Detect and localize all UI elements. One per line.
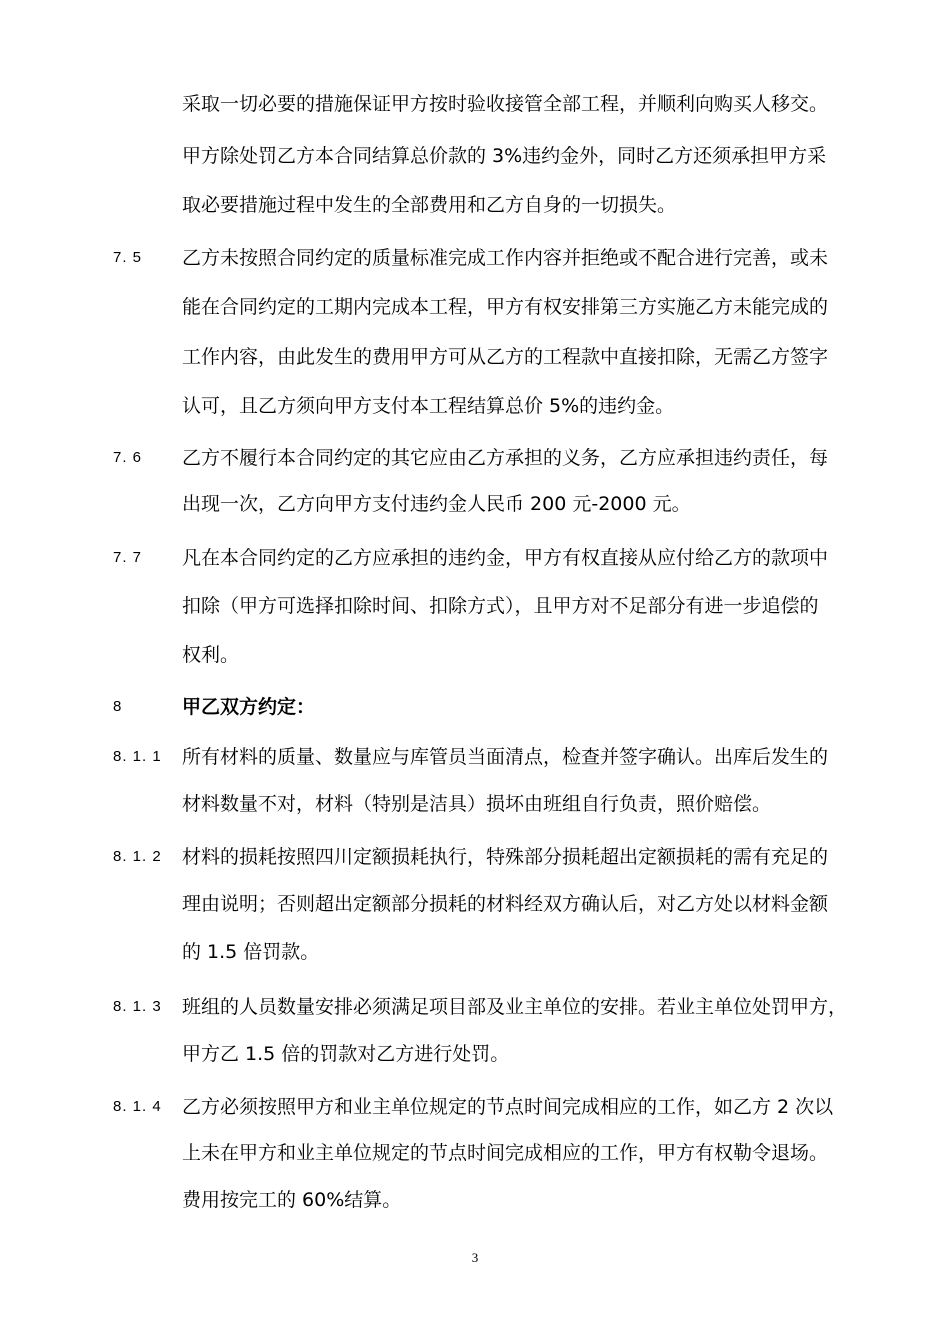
- text-line: 权利。: [182, 644, 240, 666]
- clause-number: 8. 1. 4: [113, 1098, 162, 1115]
- clause-number: 8. 1. 3: [113, 998, 162, 1015]
- text-line: 乙方不履行本合同约定的其它应由乙方承担的义务，乙方应承担违约责任，每: [182, 447, 829, 469]
- text-line: 扣除（甲方可选择扣除时间、扣除方式），且甲方对不足部分有进一步追偿的: [182, 595, 819, 617]
- text-line: 所有材料的质量、数量应与库管员当面清点，检查并签字确认。出库后发生的: [182, 746, 829, 768]
- clause-number: 7. 5: [113, 249, 143, 266]
- section-heading: 甲乙双方约定：: [182, 696, 316, 718]
- text-line: 能在合同约定的工期内完成本工程，甲方有权安排第三方实施乙方未能完成的: [182, 296, 829, 318]
- text-line: 出现一次，乙方向甲方支付违约金人民币 200 元-2000 元。: [182, 493, 691, 515]
- text-line: 甲方乙 1.5 倍的罚款对乙方进行处罚。: [182, 1043, 510, 1065]
- clause-number: 7. 7: [113, 549, 143, 566]
- clause-number: 7. 6: [113, 449, 143, 466]
- text-line: 乙方未按照合同约定的质量标准完成工作内容并拒绝或不配合进行完善，或未: [182, 247, 829, 269]
- text-line: 的 1.5 倍罚款。: [182, 941, 320, 963]
- text-line: 取必要措施过程中发生的全部费用和乙方自身的一切损失。: [182, 194, 677, 216]
- text-line: 采取一切必要的措施保证甲方按时验收接管全部工程，并顺利向购买人移交。: [182, 93, 829, 115]
- text-line: 乙方必须按照甲方和业主单位规定的节点时间完成相应的工作，如乙方 2 次以: [182, 1096, 834, 1118]
- text-line: 班组的人员数量安排必须满足项目部及业主单位的安排。若业主单位处罚甲方，: [182, 996, 848, 1018]
- text-line: 理由说明；否则超出定额部分损耗的材料经双方确认后，对乙方处以材料金额: [182, 893, 829, 915]
- text-line: 认可，且乙方须向甲方支付本工程结算总价 5%的违约金。: [182, 395, 675, 417]
- text-line: 材料数量不对，材料（特别是洁具）损坏由班组自行负责，照价赔偿。: [182, 793, 772, 815]
- clause-number: 8. 1. 2: [113, 848, 162, 865]
- text-line: 材料的损耗按照四川定额损耗执行，特殊部分损耗超出定额损耗的需有充足的: [182, 846, 829, 868]
- text-line: 甲方除处罚乙方本合同结算总价款的 3%违约金外，同时乙方还须承担甲方采: [182, 145, 827, 167]
- section-number: 8: [113, 698, 123, 715]
- text-line: 上未在甲方和业主单位规定的节点时间完成相应的工作，甲方有权勒令退场。: [182, 1142, 829, 1164]
- text-line: 工作内容，由此发生的费用甲方可从乙方的工程款中直接扣除，无需乙方签字: [182, 346, 829, 368]
- clause-number: 8. 1. 1: [113, 748, 162, 765]
- page-number: 3: [471, 1250, 479, 1265]
- text-line: 费用按完工的 60%结算。: [182, 1189, 402, 1211]
- text-line: 凡在本合同约定的乙方应承担的违约金，甲方有权直接从应付给乙方的款项中: [182, 547, 829, 569]
